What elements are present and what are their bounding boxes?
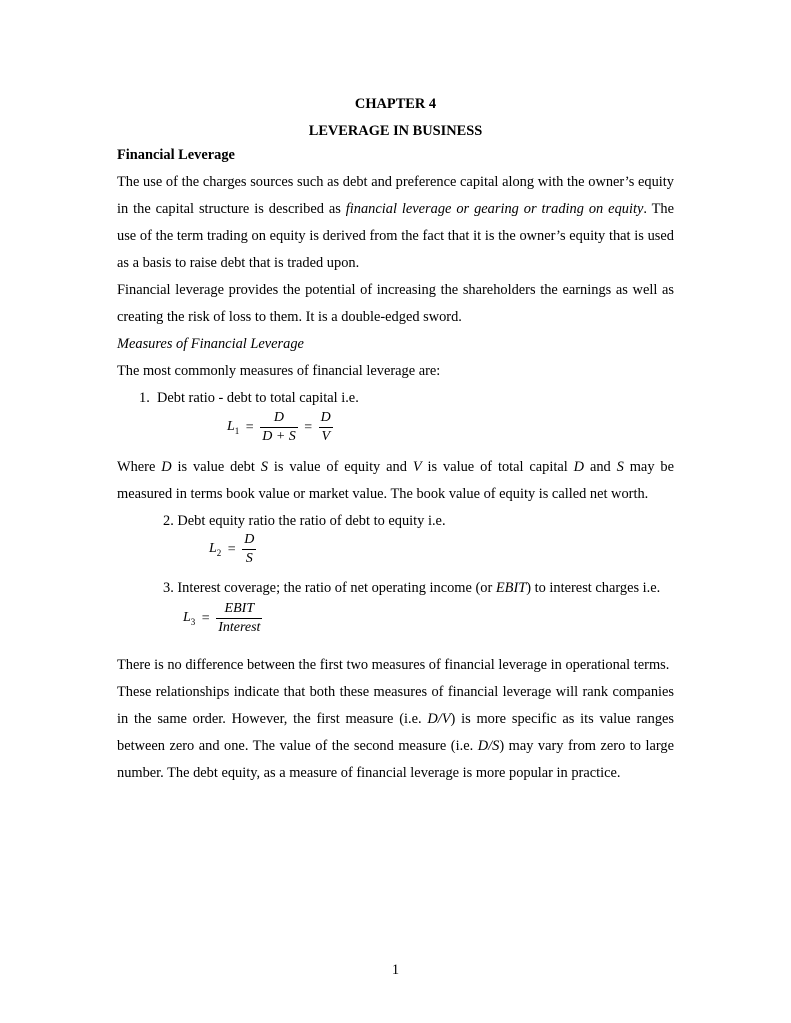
measures-heading: Measures of Financial Leverage	[117, 336, 304, 352]
eq2-equals: =	[227, 541, 236, 557]
eq2-fraction: $\frac{D}{S}$	[244, 532, 255, 566]
eq1-lhs: $L_1$	[227, 419, 240, 436]
paragraph-relationships: These relationships indicate that both these measures of financial leverage will rank companies in the same order. However, the first measure (i.e. D/V) is more specific as its value ranges between zero and one. The value of the second measure (i.e. D/S) may vary from zero to large number. The debt equity, as a measure of financial leverage is more popular in practice.	[117, 684, 675, 781]
measures-intro: The most commonly measures of financial leverage are:	[117, 363, 441, 379]
equation-1	[117, 412, 674, 454]
para1-text-a: The use of the charges sources such as debt and preference capital along with the owner’s equity in the capital structure is described as	[117, 174, 674, 217]
paragraph-where: Where D is value debt S is value of equity and V is value of total capital D and S may be measured in terms book value or market value. The book value of equity is called net worth.	[117, 459, 674, 502]
list-item-debt-equity: 2. Debt equity ratio the ratio of debt to equity i.e.	[163, 513, 446, 529]
page-number: 1	[391, 962, 400, 978]
eq3-lhs: $L_3$	[183, 610, 196, 627]
eq1-equals: =	[245, 419, 254, 435]
list-item-debt-ratio: 1. Debt ratio - debt to total capital i.e.	[139, 390, 359, 406]
section-heading: Financial Leverage	[117, 147, 235, 163]
chapter-title: LEVERAGE IN BUSINESS	[308, 123, 483, 139]
eq1-equals-2: =	[304, 419, 313, 435]
equation-3	[117, 602, 674, 652]
eq1-fraction-2: $\frac{D}{V}$	[320, 410, 331, 444]
eq1-fraction-1: $\frac{D}{D + S}$	[262, 410, 296, 444]
para1-emphasis: financial leverage or gearing or trading on equity	[345, 201, 644, 217]
list-item-interest-coverage: 3. Interest coverage; the ratio of net operating income (or EBIT) to interest charges i.e.	[163, 580, 661, 596]
para1-text-c: . The use of the term trading on equity is derived from the fact that it is the owner’s equity that is used as a basis to raise debt that is traded upon.	[117, 201, 675, 271]
eq2-lhs: $L_2$	[209, 541, 222, 558]
chapter-label: CHAPTER 4	[354, 96, 437, 112]
eq3-equals: =	[201, 610, 210, 626]
paragraph-intro	[117, 169, 674, 277]
eq3-fraction: $\frac{\text{EBIT}}{\text{Interest}}$	[218, 601, 261, 635]
paragraph-potential: Financial leverage provides the potential of increasing the shareholders the earnings as well as creating the risk of loss to them. It is a double-edged sword.	[117, 282, 674, 325]
equation-2	[117, 532, 674, 575]
document-body	[117, 90, 674, 787]
paragraph-no-difference: There is no difference between the first two measures of financial leverage in operational terms.	[117, 657, 670, 673]
